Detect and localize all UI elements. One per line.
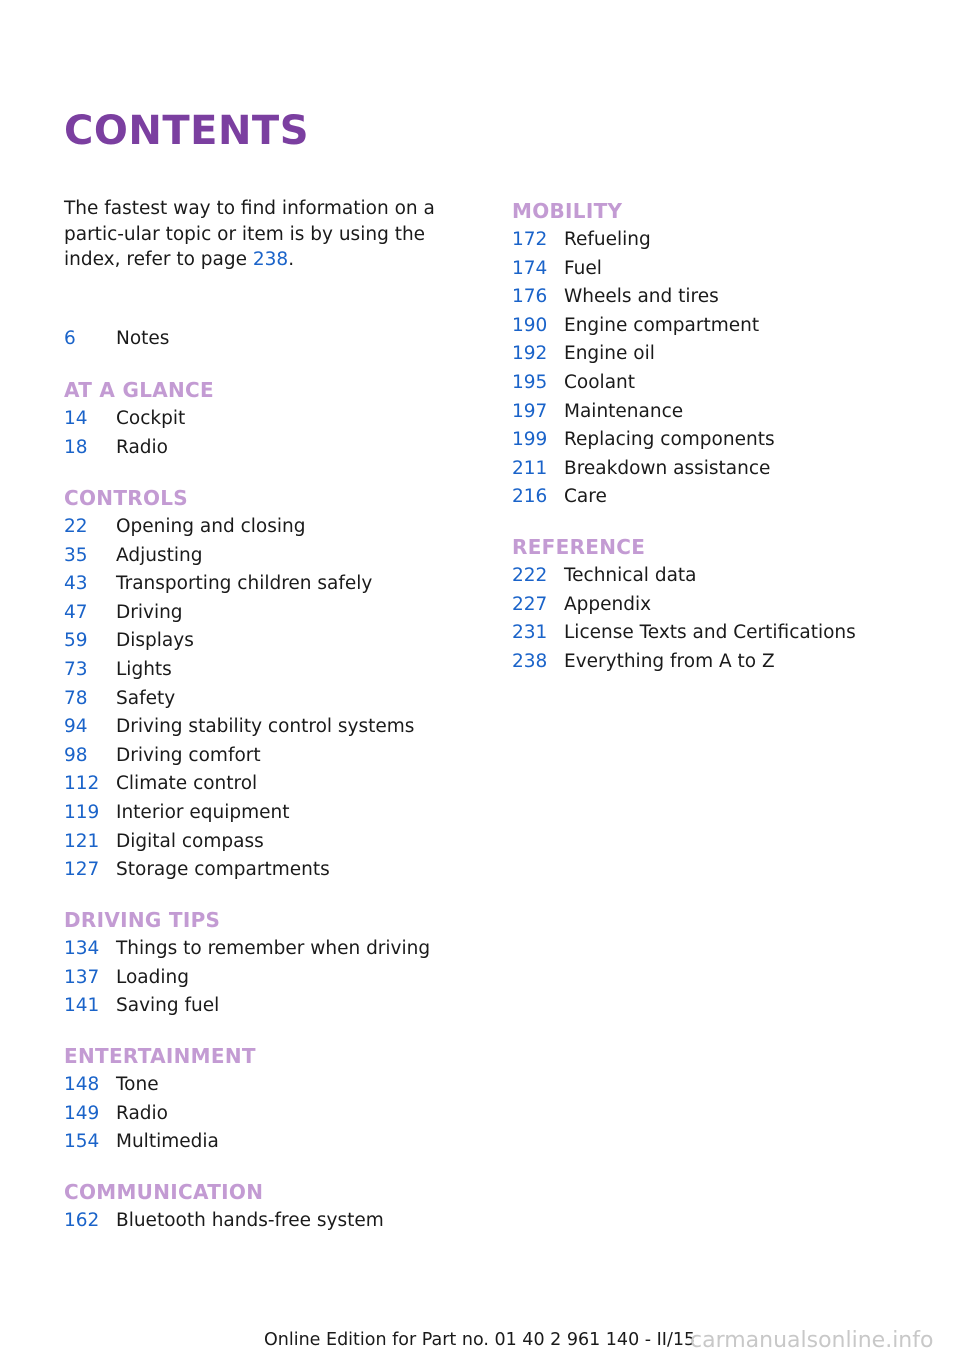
toc-label: Maintenance	[564, 400, 684, 422]
toc-entry[interactable]	[64, 742, 474, 771]
toc-page-number: 197	[512, 400, 548, 422]
toc-entry[interactable]	[64, 992, 474, 1021]
section-heading: REFERENCE	[512, 535, 646, 559]
toc-entry[interactable]	[512, 483, 932, 512]
toc-entry[interactable]	[512, 455, 932, 484]
intro-page-link[interactable]: 238	[252, 249, 289, 270]
toc-page-number: 149	[64, 1102, 100, 1124]
toc-label: Breakdown assistance	[564, 457, 771, 479]
toc-entry[interactable]	[64, 627, 474, 656]
toc-page-number: 141	[64, 995, 100, 1017]
toc-label: Everything from A to Z	[564, 650, 775, 672]
toc-label: Replacing components	[564, 429, 775, 451]
toc-page-number: 112	[64, 773, 100, 795]
section-reference	[512, 532, 932, 676]
toc-label: Safety	[116, 687, 176, 709]
toc-label: Radio	[116, 1102, 168, 1124]
toc-label: Things to remember when driving	[116, 938, 431, 959]
toc-entry[interactable]	[64, 685, 474, 714]
toc-label: Cockpit	[116, 408, 186, 429]
toc-entry[interactable]	[512, 283, 932, 312]
section-mobility	[512, 196, 932, 512]
toc-label: Opening and closing	[116, 516, 306, 537]
toc-label: Appendix	[564, 593, 652, 615]
toc-page-number: 14	[64, 408, 88, 429]
toc-label: Digital compass	[116, 830, 264, 852]
toc-page-number: 216	[512, 486, 548, 508]
toc-page-number: 190	[512, 314, 548, 336]
toc-page-number: 35	[64, 544, 88, 566]
toc-label: Climate control	[116, 773, 258, 795]
toc-label: Lights	[116, 658, 172, 680]
toc-entry[interactable]	[64, 964, 474, 993]
toc-label: Tone	[116, 1074, 159, 1095]
toc-label: Radio	[116, 436, 168, 458]
section-communication	[64, 1177, 474, 1236]
toc-entry[interactable]	[512, 619, 932, 648]
toc-page-number: 98	[64, 744, 88, 766]
toc-entry[interactable]	[512, 562, 932, 591]
toc-entry[interactable]	[512, 426, 932, 455]
toc-page-number: 154	[64, 1131, 100, 1153]
toc-label: Driving	[116, 601, 183, 623]
toc-page-number: 222	[512, 565, 548, 586]
toc-label: Adjusting	[116, 544, 203, 566]
section-heading: MOBILITY	[512, 199, 623, 223]
toc-entry[interactable]	[64, 434, 474, 463]
toc-entry[interactable]	[64, 1207, 474, 1236]
toc-entry[interactable]	[64, 405, 474, 434]
toc-page-number: 231	[512, 622, 548, 644]
toc-page-number: 121	[64, 830, 100, 852]
toc-label: Storage compartments	[116, 859, 330, 881]
toc-entry[interactable]	[64, 713, 474, 742]
toc-page-number: 238	[512, 650, 548, 672]
toc-label: Technical data	[564, 565, 697, 586]
toc-entry[interactable]	[64, 656, 474, 685]
toc-entry[interactable]	[64, 1071, 474, 1100]
toc-entry[interactable]	[64, 542, 474, 571]
toc-label: Wheels and tires	[564, 286, 719, 308]
toc-page-number: 59	[64, 630, 88, 652]
toc-entry[interactable]	[512, 255, 932, 284]
toc-entry[interactable]	[512, 648, 932, 677]
section-heading: DRIVING TIPS	[64, 908, 221, 932]
toc-entry[interactable]	[64, 770, 474, 799]
section-controls	[64, 483, 474, 885]
toc-entry[interactable]	[64, 599, 474, 628]
section-heading: AT A GLANCE	[64, 378, 214, 402]
toc-page-number: 211	[512, 457, 548, 479]
intro-text: The fastest way to find information on a partic-ular topic or item is by using the index, refer to page	[64, 198, 435, 270]
section-entertainment	[64, 1041, 474, 1157]
toc-label: Care	[564, 486, 607, 508]
section-driving-tips	[64, 905, 474, 1021]
section-heading: CONTROLS	[64, 486, 189, 510]
toc-page-number: 148	[64, 1074, 100, 1095]
toc-entry[interactable]	[512, 398, 932, 427]
toc-page-number: 176	[512, 286, 548, 308]
toc-entry[interactable]	[512, 369, 932, 398]
toc-page-number: 119	[64, 801, 100, 823]
toc-page-number: 227	[512, 593, 548, 615]
toc-page-number: 47	[64, 601, 88, 623]
toc-page-number: 18	[64, 436, 88, 458]
section-notes	[64, 325, 474, 354]
toc-page-number: 127	[64, 859, 100, 881]
footer-edition-text: Online Edition for Part no. 01 40 2 961 140 - II/15	[264, 1330, 696, 1350]
toc-page-number: 43	[64, 573, 88, 595]
toc-page-number: 137	[64, 966, 100, 988]
toc-page-number: 172	[512, 229, 548, 250]
toc-entry[interactable]	[64, 799, 474, 828]
toc-entry[interactable]	[512, 340, 932, 369]
intro-end: .	[288, 249, 295, 270]
toc-entry[interactable]	[64, 1100, 474, 1129]
toc-label: Multimedia	[116, 1131, 219, 1153]
toc-entry[interactable]	[64, 325, 474, 354]
toc-label: Driving stability control systems	[116, 716, 415, 738]
toc-page-number: 94	[64, 716, 88, 738]
toc-entry[interactable]	[512, 226, 932, 255]
toc-page-number: 174	[512, 257, 548, 279]
toc-label: Displays	[116, 630, 194, 652]
toc-entry[interactable]	[64, 1128, 474, 1157]
toc-label: License Texts and Certifications	[564, 622, 856, 644]
toc-page-number: 78	[64, 687, 88, 709]
toc-label: Interior equipment	[116, 801, 290, 823]
toc-label: Engine oil	[564, 343, 655, 365]
watermark: carmanualsonline.info	[690, 1328, 934, 1353]
toc-label: Refueling	[564, 229, 651, 250]
toc-label: Coolant	[564, 371, 636, 393]
toc-entry[interactable]	[512, 312, 932, 341]
toc-page-number: 134	[64, 938, 100, 959]
toc-label: Saving fuel	[116, 995, 220, 1017]
toc-page-number: 73	[64, 658, 88, 680]
page-title: CONTENTS	[64, 108, 310, 154]
toc-page-number: 22	[64, 516, 88, 537]
toc-entry[interactable]	[64, 513, 474, 542]
toc-entry[interactable]	[64, 828, 474, 857]
toc-label: Loading	[116, 966, 189, 988]
toc-page-number: 192	[512, 343, 548, 365]
section-heading: COMMUNICATION	[64, 1180, 264, 1204]
toc-page-number: 199	[512, 429, 548, 451]
toc-entry[interactable]	[64, 935, 474, 964]
toc-label: Engine compartment	[564, 314, 760, 336]
toc-entry[interactable]	[64, 570, 474, 599]
toc-label: Notes	[116, 328, 170, 349]
toc-page-number: 162	[64, 1210, 100, 1231]
toc-page-number: 6	[64, 328, 76, 349]
toc-entry[interactable]	[512, 591, 932, 620]
section-heading: ENTERTAINMENT	[64, 1044, 256, 1068]
toc-label: Driving comfort	[116, 744, 261, 766]
toc-entry[interactable]	[64, 856, 474, 885]
toc-label: Transporting children safely	[116, 573, 373, 595]
toc-page-number: 195	[512, 371, 548, 393]
toc-label: Bluetooth hands-free system	[116, 1210, 384, 1231]
intro-paragraph	[64, 196, 479, 273]
section-at-a-glance	[64, 375, 474, 462]
toc-label: Fuel	[564, 257, 602, 279]
